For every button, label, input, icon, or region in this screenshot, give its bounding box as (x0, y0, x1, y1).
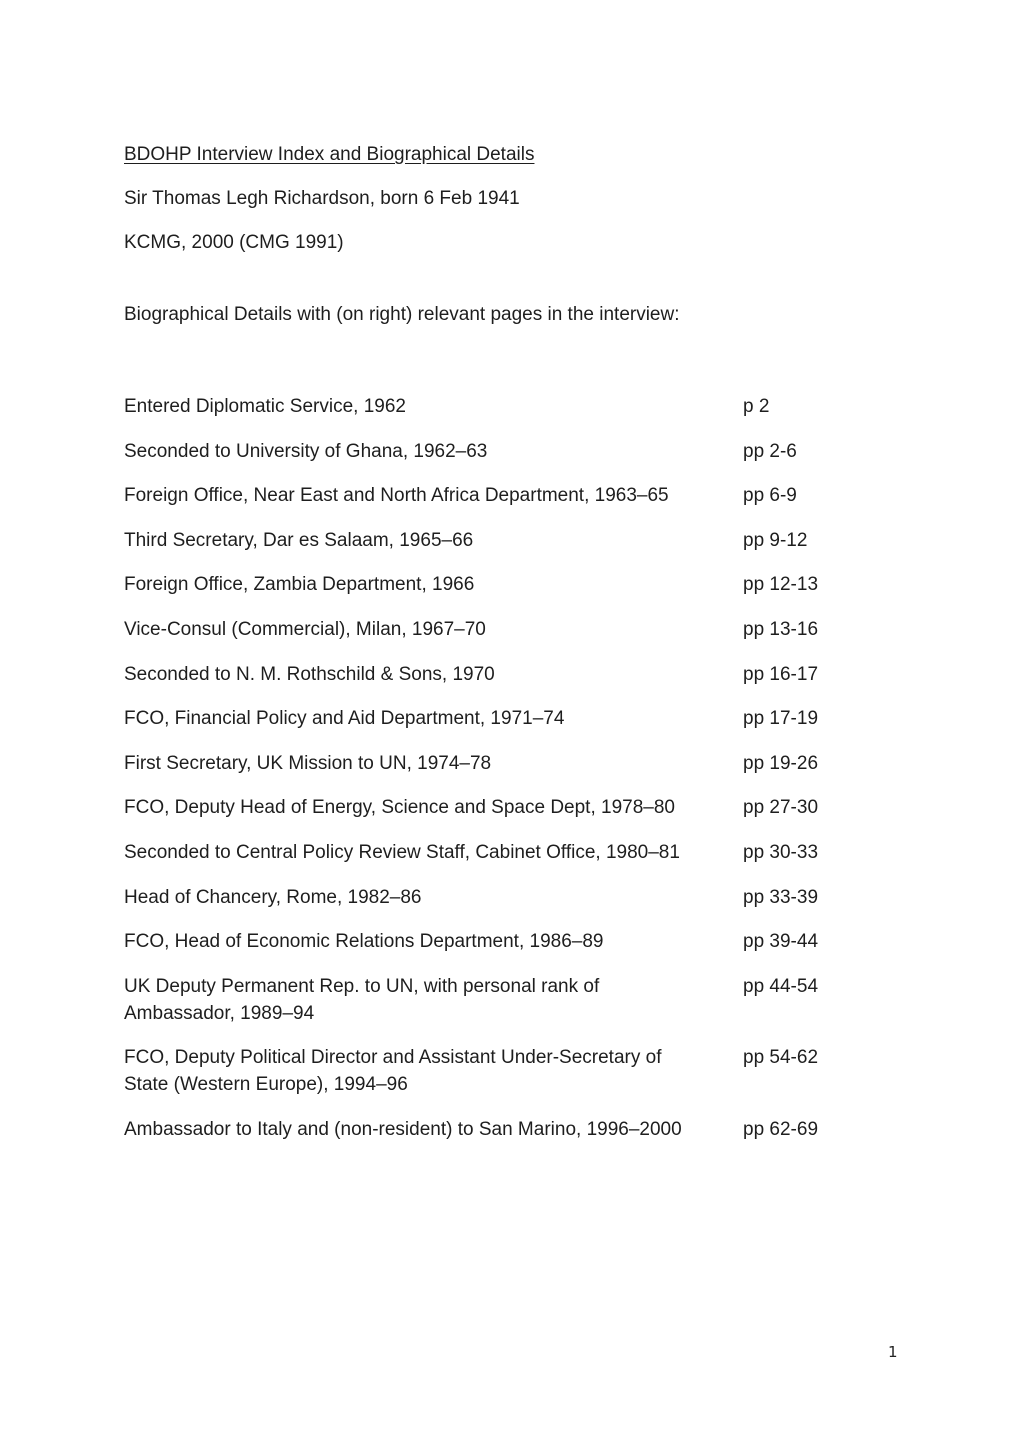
entry-description: Ambassador to Italy and (non-resident) to San Marino, 1996–2000 (124, 1119, 682, 1140)
intro-line: Biographical Details with (on right) relevant pages in the interview: (124, 304, 680, 325)
biography-entry (124, 705, 884, 732)
subject-line: Sir Thomas Legh Richardson, born 6 Feb 1941 (124, 188, 520, 209)
entry-description: FCO, Deputy Political Director and Assistant Under-Secretary of State (Western Europe), 1994–96 (124, 1047, 662, 1096)
entry-description: UK Deputy Permanent Rep. to UN, with personal rank of Ambassador, 1989–94 (124, 975, 600, 1024)
entry-pages: pp 12-13 (743, 574, 819, 596)
entry-description: Seconded to Central Policy Review Staff, Cabinet Office, 1980–81 (124, 842, 680, 863)
entry-description: Seconded to N. M. Rothschild & Sons, 1970 (124, 663, 495, 685)
biography-entry (124, 928, 884, 955)
biography-entry (124, 527, 884, 554)
entry-pages: pp 33-39 (743, 886, 819, 908)
entry-pages: p 2 (743, 396, 770, 417)
entry-pages: pp 16-17 (743, 663, 819, 685)
entry-description: Entered Diplomatic Service, 1962 (124, 396, 406, 417)
entry-pages: pp 19-26 (743, 752, 819, 774)
biography-entry (124, 482, 884, 509)
entry-description: First Secretary, UK Mission to UN, 1974–78 (124, 752, 492, 774)
entry-pages: pp 17-19 (743, 708, 819, 730)
biography-entry (124, 839, 884, 866)
biography-entry (124, 661, 884, 688)
biography-entry (124, 794, 884, 821)
entry-description: FCO, Head of Economic Relations Department, 1986–89 (124, 931, 604, 953)
biography-entry (124, 1044, 884, 1098)
biography-entry (124, 884, 884, 911)
honours-line: KCMG, 2000 (CMG 1991) (124, 232, 344, 253)
biography-entry (124, 1116, 884, 1143)
entry-pages: pp 30-33 (743, 842, 819, 863)
entry-description: Foreign Office, Near East and North Africa Department, 1963–65 (124, 485, 669, 507)
entry-pages: pp 6-9 (743, 485, 797, 507)
entry-description: Vice-Consul (Commercial), Milan, 1967–70 (124, 619, 486, 640)
entry-description: Third Secretary, Dar es Salaam, 1965–66 (124, 529, 474, 551)
entry-description: Seconded to University of Ghana, 1962–63 (124, 440, 488, 462)
biography-entry (124, 393, 884, 420)
page-number: 1 (888, 1343, 898, 1361)
entry-pages: pp 27-30 (743, 797, 819, 819)
entry-description: Foreign Office, Zambia Department, 1966 (124, 574, 475, 596)
biography-entry (124, 973, 884, 1027)
biography-entry (124, 616, 884, 643)
entry-description: Head of Chancery, Rome, 1982–86 (124, 886, 422, 908)
entry-pages: pp 44-54 (743, 975, 819, 997)
entry-pages: pp 62-69 (743, 1119, 819, 1140)
entry-pages: pp 54-62 (743, 1047, 819, 1069)
document-heading: BDOHP Interview Index and Biographical Details (124, 144, 535, 165)
entry-pages: pp 39-44 (743, 931, 819, 953)
biography-entry (124, 571, 884, 598)
entry-pages: pp 2-6 (743, 440, 797, 462)
entry-pages: pp 13-16 (743, 619, 819, 640)
entry-pages: pp 9-12 (743, 529, 808, 551)
biography-entry (124, 438, 884, 465)
entry-description: FCO, Deputy Head of Energy, Science and Space Dept, 1978–80 (124, 797, 675, 819)
entry-description: FCO, Financial Policy and Aid Department, 1971–74 (124, 708, 565, 730)
biography-entry (124, 750, 884, 777)
